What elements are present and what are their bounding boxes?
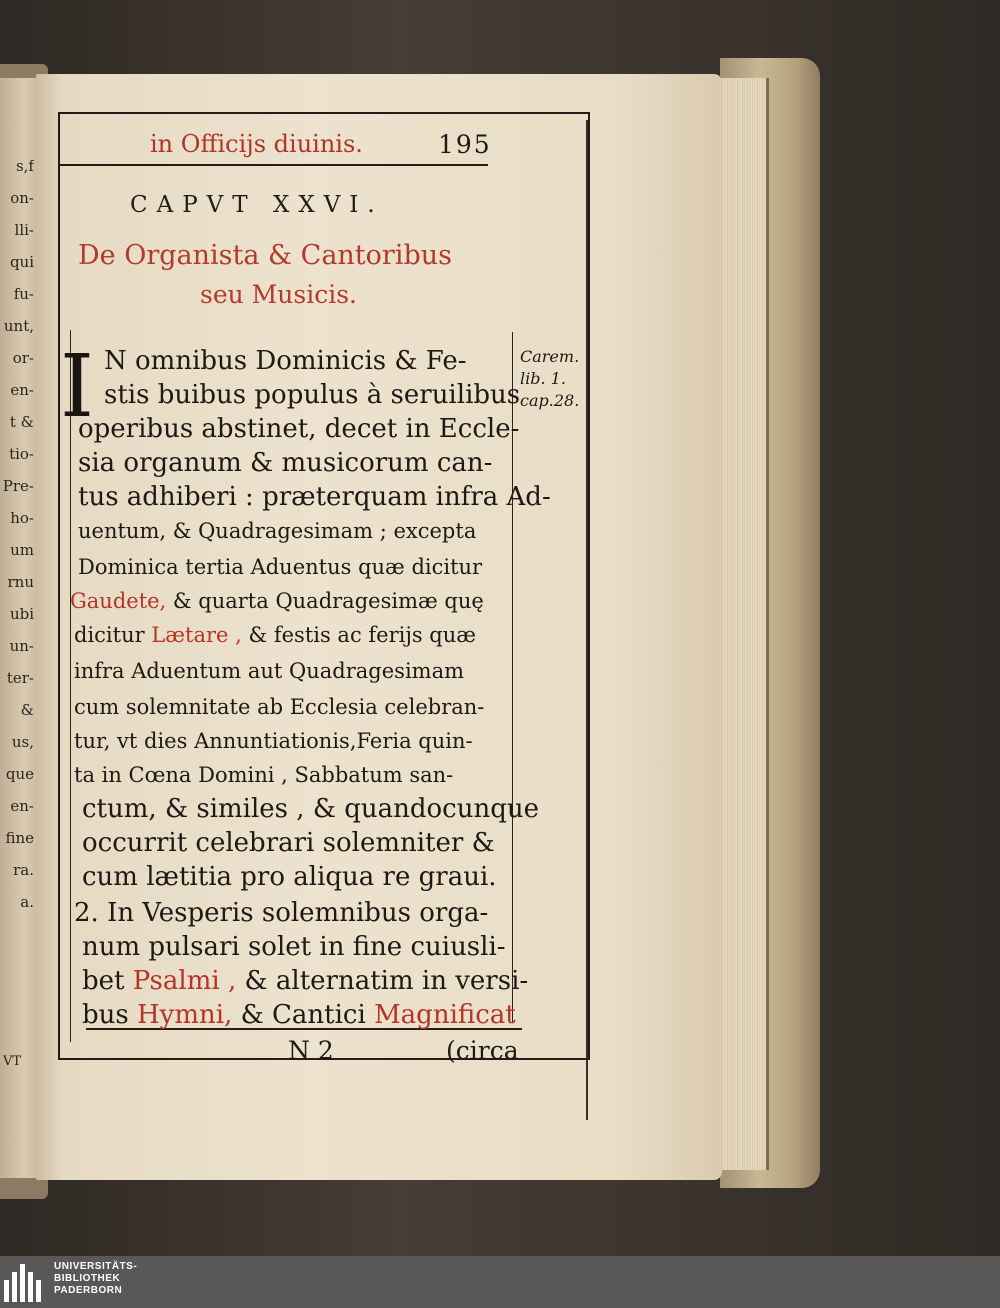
text-span: cum solemnitate ab Ecclesia celebran- <box>74 695 485 719</box>
text-span: infra Aduentum aut Quadragesimam <box>74 659 465 683</box>
left-page-fragment: en- <box>10 797 34 815</box>
left-page-fragment: unt, <box>3 317 34 335</box>
drop-cap: I <box>60 337 94 437</box>
running-head: in Officijs diuinis. <box>150 130 363 158</box>
text-span: occurrit celebrari solemniter & <box>82 828 495 858</box>
text-span: Dominica tertia Aduentus quæ dicitur <box>78 555 483 579</box>
text-line <box>74 726 473 756</box>
page-number: 195 <box>438 130 492 159</box>
page-edges <box>718 78 769 1170</box>
text-line <box>82 862 497 892</box>
text-span: 2. In Vesperis solemnibus orga- <box>74 898 489 928</box>
margin-rule <box>586 120 588 1120</box>
left-page-fragment: & <box>20 701 34 719</box>
text-line <box>74 692 484 722</box>
text-span: & festis ac ferijs quæ <box>241 623 477 647</box>
text-line <box>70 586 484 616</box>
margin-note-line: Carem. <box>520 347 580 366</box>
text-span: operibus abstinet, decet in Eccle- <box>78 414 520 444</box>
header-rule <box>58 164 488 166</box>
left-page-fragment: ho- <box>10 509 34 527</box>
text-line <box>82 966 528 996</box>
text-line <box>74 656 464 686</box>
left-page-fragment: ter- <box>6 669 34 687</box>
chapter-heading: CAPVT XXVI. <box>130 192 384 218</box>
text-span: bet <box>82 966 133 996</box>
left-page-fragment: lli- <box>14 221 34 239</box>
text-span: dicitur <box>74 623 152 647</box>
text-span: cum lætitia pro aliqua re graui. <box>82 862 497 892</box>
library-name-line: PADERBORN <box>54 1285 123 1296</box>
left-page-fragment: en- <box>10 381 34 399</box>
text-span: uentum, & Quadragesimam ; excepta <box>78 519 477 543</box>
margin-note-line: lib. 1. <box>520 369 566 388</box>
left-page-fragment: tio- <box>9 445 34 463</box>
left-page-fragment: que <box>5 765 34 783</box>
left-page-fragment: or- <box>12 349 34 367</box>
text-span: stis buibus populus à seruilibus <box>104 380 521 410</box>
text-span: N omnibus Dominicis & Fe- <box>104 346 467 376</box>
left-page-fragment: s,f <box>15 157 34 175</box>
text-line <box>78 552 482 582</box>
left-page-fragment: un- <box>9 637 34 655</box>
text-line <box>74 620 476 650</box>
chapter-title-line-2: seu Musicis. <box>200 280 357 309</box>
left-page-fragment: Pre- <box>2 477 34 495</box>
text-line <box>74 760 453 790</box>
text-span: tur, vt dies Annuntiationis,Feria quin- <box>74 729 473 753</box>
text-span: ctum, & similes , & quandocunque <box>82 794 539 824</box>
text-line <box>82 932 506 962</box>
left-page-fragment: ubi <box>9 605 34 623</box>
text-line <box>82 794 539 824</box>
left-page-fragment: um <box>10 541 34 559</box>
text-span: bus <box>82 1000 137 1030</box>
text-line <box>82 828 495 858</box>
text-line <box>78 448 492 478</box>
rubric-word: Hymni, <box>137 1000 233 1030</box>
rubric-word: Magnificat <box>374 1000 516 1030</box>
text-span: & Cantici <box>232 1000 375 1030</box>
text-span: ta in Cœna Domini , Sabbatum san- <box>74 763 454 787</box>
left-page-fragment: t & <box>9 413 34 431</box>
text-line <box>104 346 467 376</box>
rubric-word: Psalmi , <box>132 966 237 996</box>
text-span: sia organum & musicorum can- <box>78 448 493 478</box>
left-page-fragment: ra. <box>13 861 34 879</box>
left-page-fragment: us, <box>11 733 34 751</box>
text-line <box>82 1000 516 1030</box>
left-page-text-glimpse <box>0 150 34 1050</box>
library-name-line: BIBLIOTHEK <box>54 1273 121 1284</box>
library-logo-icon <box>4 1262 48 1302</box>
text-span: & quarta Quadragesimæ quę <box>166 589 484 613</box>
rubric-word: Gaudete, <box>70 589 167 613</box>
left-page-fragment: fu- <box>13 285 34 303</box>
text-span: & alternatim in versi- <box>236 966 529 996</box>
rubric-word: Lætare , <box>151 623 242 647</box>
left-page-fragment: on- <box>10 189 34 207</box>
text-span: num pulsari solet in fine cuiusli- <box>82 932 506 962</box>
text-line <box>78 482 551 512</box>
left-page-fragment: a. <box>20 893 34 911</box>
margin-note-line: cap.28. <box>520 391 580 410</box>
left-page-fragment: rnu <box>7 573 34 591</box>
library-footer <box>0 1256 1000 1308</box>
text-line <box>104 380 520 410</box>
library-name <box>54 1261 137 1297</box>
margin-note <box>520 346 579 412</box>
library-name-line: UNIVERSITÄTS- <box>54 1261 138 1272</box>
left-page-catchword: VT <box>3 1054 22 1069</box>
left-page-fragment: qui <box>9 253 34 271</box>
text-line <box>78 414 519 444</box>
text-span: tus adhiberi : præterquam infra Ad- <box>78 482 551 512</box>
text-line <box>74 898 488 928</box>
chapter-title-line-1: De Organista & Cantoribus <box>78 240 452 271</box>
signature-mark: N 2 <box>288 1036 334 1065</box>
text-line <box>78 516 476 546</box>
left-page-fragment: fine <box>5 829 34 847</box>
catchword: (circa <box>446 1036 519 1065</box>
